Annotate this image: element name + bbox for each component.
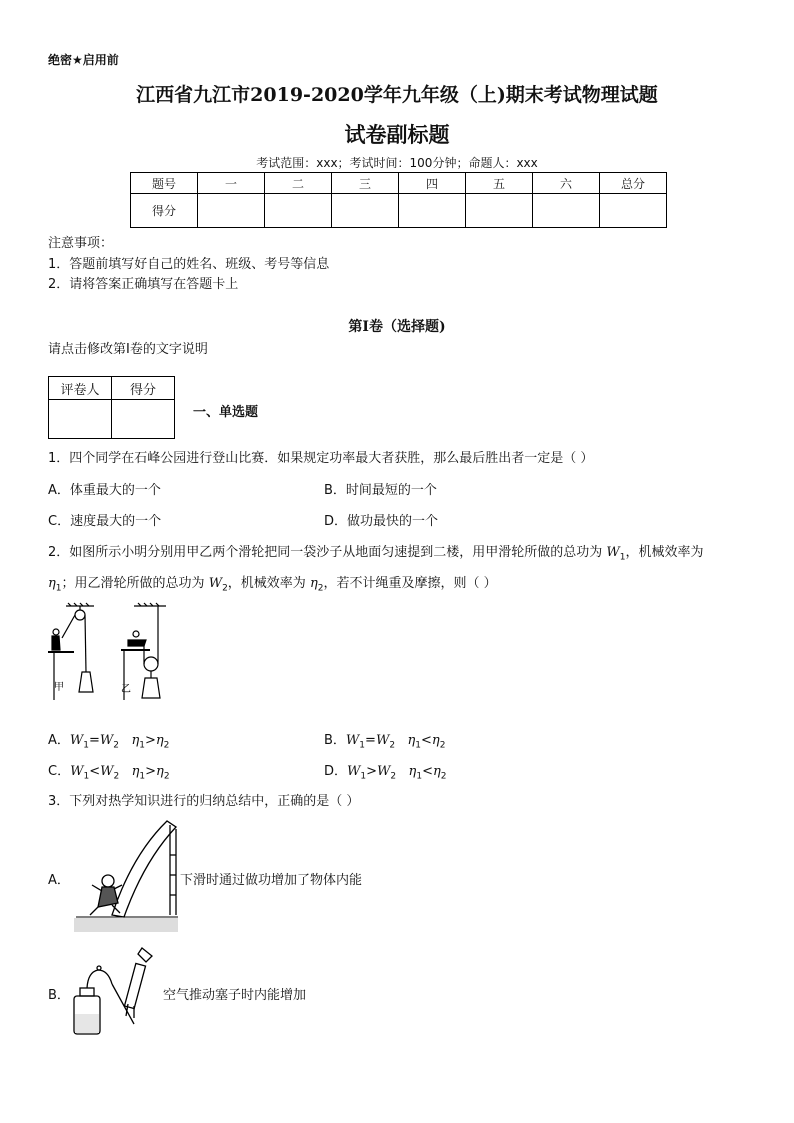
question-3-stem: 3．下列对热学知识进行的归纳总结中，正确的是（ ） [48,794,360,809]
notes-item: 1．答题前填写好自己的姓名、班级、考号等信息 [48,256,330,272]
question-1-stem: 1．四个同学在石峰公园进行登山比赛．如果规定功率最大者获胜，那么最后胜出者一定是（ ） [48,451,594,466]
score-header-cell: 四 [399,173,466,194]
part1-title: 第I卷（选择题) [348,319,446,335]
figure-label-yi: 乙 [121,684,131,695]
score-header-cell: 一 [198,173,265,194]
slide-illustration [72,815,182,935]
score-cell[interactable] [399,194,466,228]
q2-option-d[interactable]: D．$W_1>W_2$ $\eta_1<\eta_2$ [324,764,447,782]
exam-info: 考试范围：xxx；考试时间：100分钟；命题人：xxx [256,156,538,170]
score-cell[interactable] [466,194,533,228]
grader-header: 评卷人 [49,377,112,400]
score-cell[interactable] [265,194,332,228]
q2-option-b[interactable]: B．$W_1=W_2$ $\eta_1<\eta_2$ [324,733,446,751]
q3-option-a-text[interactable]: 下滑时通过做功增加了物体内能 [180,873,363,888]
score-cell[interactable] [533,194,600,228]
score-header-cell: 题号 [131,173,198,194]
score-header-cell: 三 [332,173,399,194]
figure-label-jia: 甲 [54,682,64,693]
confidential-mark: 绝密★启用前 [48,53,119,67]
score-header-cell: 六 [533,173,600,194]
q1-option-b[interactable]: B．时间最短的一个 [324,483,437,498]
score-header-cell: 总分 [600,173,667,194]
exam-title: 江西省九江市2019-2020学年九年级（上)期末考试物理试题 [136,84,658,106]
notes-title: 注意事项： [48,236,114,251]
question-2-stem-line2: $\eta_1$；用乙滑轮所做的总功为 $W_2$，机械效率为 $\eta_2$，若不计绳重及摩擦，则（ ） [48,576,497,594]
part1-description[interactable]: 请点击修改第I卷的文字说明 [48,342,208,357]
score-table [130,172,667,228]
notes-block [48,234,329,296]
q2-option-c[interactable]: C．$W_1<W_2$ $\eta_1>\eta_2$ [48,764,170,782]
score-cell[interactable] [332,194,399,228]
exam-subtitle: 试卷副标题 [344,122,450,147]
q3-option-b-text[interactable]: 空气推动塞子时内能增加 [163,988,307,1003]
grader-cell[interactable] [49,400,112,439]
q1-option-c[interactable]: C．速度最大的一个 [48,514,162,529]
q2-option-a[interactable]: A．$W_1=W_2$ $\eta_1>\eta_2$ [48,733,170,751]
pulley-figure [46,600,176,700]
score-row-label: 得分 [131,194,198,228]
grader-cell[interactable] [112,400,175,439]
score-header-cell: 二 [265,173,332,194]
score-cell[interactable] [198,194,265,228]
grader-header: 得分 [112,377,175,400]
score-cell[interactable] [600,194,667,228]
question-2-stem-line1: 2．如图所示小明分别用甲乙两个滑轮把同一袋沙子从地面匀速提到二楼，用甲滑轮所做的总功为 $W_1$，机械效率为 [48,545,704,563]
q1-option-a[interactable]: A．体重最大的一个 [48,483,161,498]
q1-option-d[interactable]: D．做功最快的一个 [324,514,439,529]
section-title: 一、单选题 [193,405,259,420]
q3-option-b-prefix[interactable]: B． [48,988,70,1003]
air-pump-bottle-illustration [68,944,168,1040]
notes-item: 2．请将答案正确填写在答题卡上 [48,277,239,292]
q3-option-a-prefix[interactable]: A． [48,873,70,888]
grader-table [48,376,175,439]
score-header-cell: 五 [466,173,533,194]
